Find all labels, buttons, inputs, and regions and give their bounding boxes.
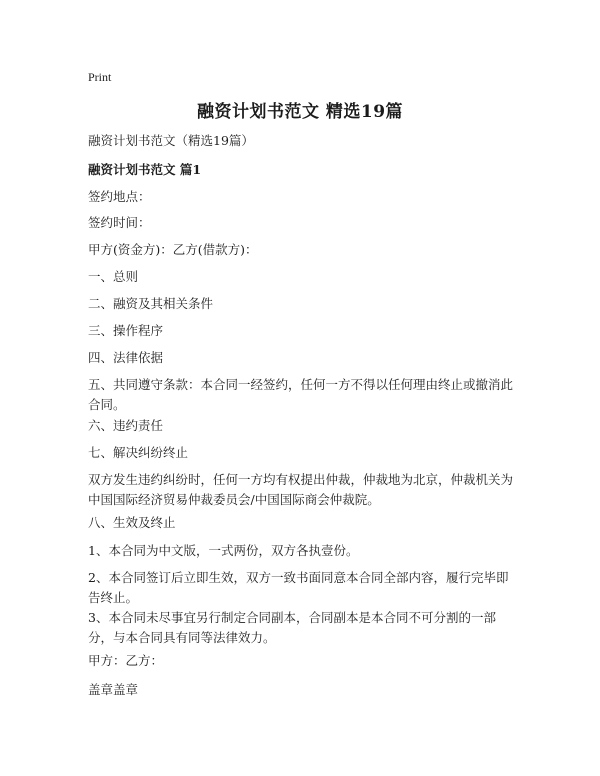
clause-general: 一、总则 — [88, 269, 139, 284]
clause-effect-termination: 八、生效及终止 — [88, 515, 176, 530]
seal-line: 盖章盖章 — [88, 682, 139, 697]
signing-place: 签约地点： — [88, 189, 151, 204]
term-3: 3、本合同未尽事宜另行制定合同副本，合同副本是本合同不可分割的一部分，与本合同具有同等法律效力。 — [88, 610, 496, 645]
clause-procedure: 三、操作程序 — [88, 323, 164, 338]
clause-liability: 六、违约责任 — [88, 418, 164, 433]
section-heading: 融资计划书范文 篇1 — [88, 162, 202, 177]
clause-legal-basis: 四、法律依据 — [88, 350, 164, 365]
term-1: 1、本合同为中文版，一式两份，双方各执壹份。 — [88, 543, 359, 558]
document-title: 融资计划书范文 精选19篇 — [196, 102, 404, 122]
print-link[interactable]: Print — [88, 70, 112, 84]
clause-common-terms: 五、共同遵守条款：本合同一经签约，任何一方不得以任何理由终止或撤消此合同。 — [88, 377, 514, 412]
clause-dispute: 七、解决纠纷终止 — [88, 445, 189, 460]
term-2: 2、本合同签订后立即生效，双方一致书面同意本合同全部内容，履行完毕即告终止。 — [88, 570, 509, 605]
clause-financing-conditions: 二、融资及其相关条件 — [88, 296, 214, 311]
signing-time: 签约时间： — [88, 215, 151, 230]
parties-line: 甲方(资金方)：乙方(借款方)： — [88, 242, 258, 257]
dispute-text: 双方发生违约纠纷时，任何一方均有权提出仲裁，仲裁地为北京，仲裁机关为中国国际经济贸易仲裁委员会/中国国际商会仲裁院。 — [88, 472, 514, 507]
document-subtitle: 融资计划书范文（精选19篇） — [88, 133, 254, 148]
signatures-line: 甲方：乙方： — [88, 653, 164, 668]
